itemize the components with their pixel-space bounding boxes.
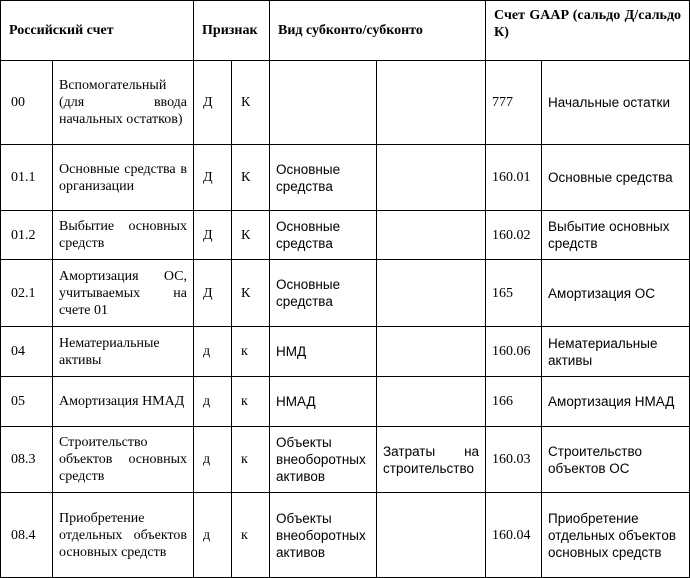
subconto-type: НМАД — [270, 377, 377, 427]
debit-sign: д — [194, 427, 232, 493]
credit-sign: К — [232, 145, 270, 211]
account-code: 02.1 — [1, 260, 53, 327]
table-row — [1, 145, 690, 211]
debit-sign: д — [194, 493, 232, 578]
credit-sign: К — [232, 61, 270, 145]
gaap-name: Начальные остатки — [542, 61, 690, 145]
account-code: 04 — [1, 327, 53, 377]
subconto-value — [377, 145, 486, 211]
account-name: Вспомогательный (для ввода начальных остатков) — [53, 61, 194, 145]
table-row — [1, 427, 690, 493]
gaap-name: Амортизация НМАД — [542, 377, 690, 427]
gaap-code: 160.03 — [486, 427, 542, 493]
subconto-type: Объекты внеоборотных активов — [270, 427, 377, 493]
subconto-type: Объекты внеоборотных активов — [270, 493, 377, 578]
subconto-value — [377, 327, 486, 377]
debit-sign: д — [194, 377, 232, 427]
credit-sign: к — [232, 493, 270, 578]
header-sign: Признак — [194, 1, 270, 61]
gaap-code: 160.01 — [486, 145, 542, 211]
gaap-name: Приобретение отдельных объектов основных средств — [542, 493, 690, 578]
debit-sign: Д — [194, 145, 232, 211]
table-row — [1, 61, 690, 145]
subconto-value — [377, 211, 486, 260]
gaap-name: Нематериальные активы — [542, 327, 690, 377]
gaap-code: 160.04 — [486, 493, 542, 578]
gaap-name: Амортизация ОС — [542, 260, 690, 327]
account-name: Амортизация ОС, учитываемых на счете 01 — [53, 260, 194, 327]
table-row — [1, 493, 690, 578]
subconto-value — [377, 493, 486, 578]
account-name: Приобретение отдельных объектов основных средств — [53, 493, 194, 578]
table-row — [1, 260, 690, 327]
gaap-code: 160.06 — [486, 327, 542, 377]
header-ru-account: Российский счет — [1, 1, 194, 61]
table-row — [1, 327, 690, 377]
gaap-name: Основные средства — [542, 145, 690, 211]
debit-sign: д — [194, 327, 232, 377]
account-code: 00 — [1, 61, 53, 145]
subconto-value — [377, 61, 486, 145]
subconto-value — [377, 377, 486, 427]
account-name: Строительство объектов основных средств — [53, 427, 194, 493]
credit-sign: к — [232, 377, 270, 427]
debit-sign: Д — [194, 260, 232, 327]
account-name: Выбытие основных средств — [53, 211, 194, 260]
debit-sign: Д — [194, 211, 232, 260]
table-row — [1, 377, 690, 427]
gaap-code: 165 — [486, 260, 542, 327]
subconto-value — [377, 260, 486, 327]
credit-sign: К — [232, 260, 270, 327]
account-code: 01.2 — [1, 211, 53, 260]
gaap-name: Выбытие основных средств — [542, 211, 690, 260]
gaap-code: 166 — [486, 377, 542, 427]
subconto-type: Основные средства — [270, 260, 377, 327]
header-row — [1, 1, 690, 61]
header-gaap: Счет GAAP (сальдо Д/сальдо К) — [486, 1, 690, 61]
gaap-name: Строительство объектов ОС — [542, 427, 690, 493]
table-row — [1, 211, 690, 260]
subconto-value: Затраты на строительство — [377, 427, 486, 493]
gaap-code: 777 — [486, 61, 542, 145]
credit-sign: к — [232, 427, 270, 493]
subconto-type: НМД — [270, 327, 377, 377]
header-subconto: Вид субконто/субконто — [270, 1, 486, 61]
subconto-type — [270, 61, 377, 145]
account-code: 08.4 — [1, 493, 53, 578]
account-code: 01.1 — [1, 145, 53, 211]
account-name: Амортизация НМАД — [53, 377, 194, 427]
credit-sign: к — [232, 327, 270, 377]
account-name: Основные средства в организации — [53, 145, 194, 211]
gaap-code: 160.02 — [486, 211, 542, 260]
subconto-type: Основные средства — [270, 211, 377, 260]
credit-sign: К — [232, 211, 270, 260]
subconto-type: Основные средства — [270, 145, 377, 211]
account-code: 08.3 — [1, 427, 53, 493]
account-name: Нематериальные активы — [53, 327, 194, 377]
debit-sign: Д — [194, 61, 232, 145]
account-code: 05 — [1, 377, 53, 427]
